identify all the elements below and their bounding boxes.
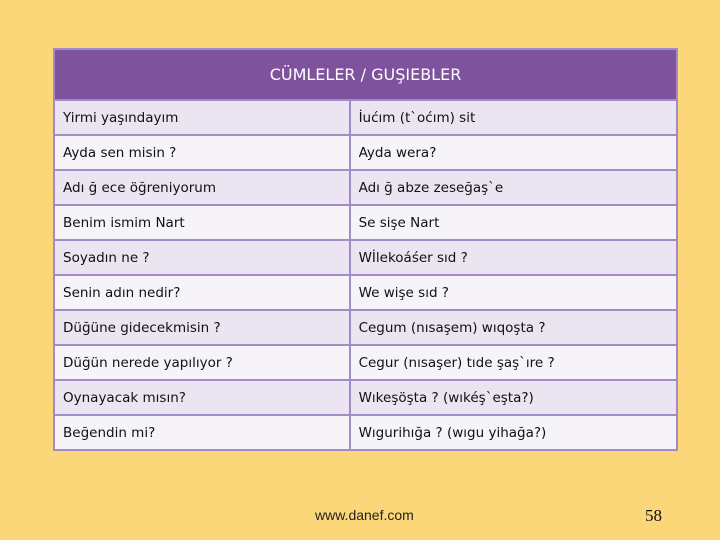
table-row — [54, 310, 677, 345]
turkish-phrase: Düğüne gidecekmisin ? — [54, 310, 350, 345]
turkish-phrase: Benim ismim Nart — [54, 205, 350, 240]
phrase-table — [53, 48, 678, 451]
table-row — [54, 135, 677, 170]
page-number: 58 — [645, 506, 662, 525]
adyghe-phrase: Wıkeşöşta ? (wıkéş`eşta?) — [350, 380, 677, 415]
adyghe-phrase: Cegur (nısaşer) tıde şaş`ıre ? — [350, 345, 677, 380]
table-row — [54, 345, 677, 380]
turkish-phrase: Senin adın nedir? — [54, 275, 350, 310]
table-header-row — [54, 49, 677, 100]
table-row — [54, 100, 677, 135]
adyghe-phrase: We wişe sıd ? — [350, 275, 677, 310]
table-row — [54, 380, 677, 415]
table-row — [54, 240, 677, 275]
footer-url[interactable]: www.danef.com — [315, 507, 414, 523]
table-row — [54, 205, 677, 240]
adyghe-phrase: İućım (t`oćım) sit — [350, 100, 677, 135]
turkish-phrase: Yirmi yaşındayım — [54, 100, 350, 135]
turkish-phrase: Oynayacak mısın? — [54, 380, 350, 415]
adyghe-phrase: Se sişe Nart — [350, 205, 677, 240]
adyghe-phrase: Wıgurihığa ? (wıgu yihağa?) — [350, 415, 677, 450]
table-row — [54, 170, 677, 205]
turkish-phrase: Düğün nerede yapılıyor ? — [54, 345, 350, 380]
turkish-phrase: Adı ğ ece öğreniyorum — [54, 170, 350, 205]
turkish-phrase: Ayda sen misin ? — [54, 135, 350, 170]
table-row — [54, 415, 677, 450]
adyghe-phrase: Adı ğ abze zeseğaş`e — [350, 170, 677, 205]
table-row — [54, 275, 677, 310]
turkish-phrase: Beğendin mi? — [54, 415, 350, 450]
adyghe-phrase: Cegum (nısaşem) wıqoşta ? — [350, 310, 677, 345]
adyghe-phrase: Ayda wera? — [350, 135, 677, 170]
table-header: CÜMLELER / GUŞIEBLER — [54, 49, 677, 100]
adyghe-phrase: Wİlekoáśer sıd ? — [350, 240, 677, 275]
turkish-phrase: Soyadın ne ? — [54, 240, 350, 275]
